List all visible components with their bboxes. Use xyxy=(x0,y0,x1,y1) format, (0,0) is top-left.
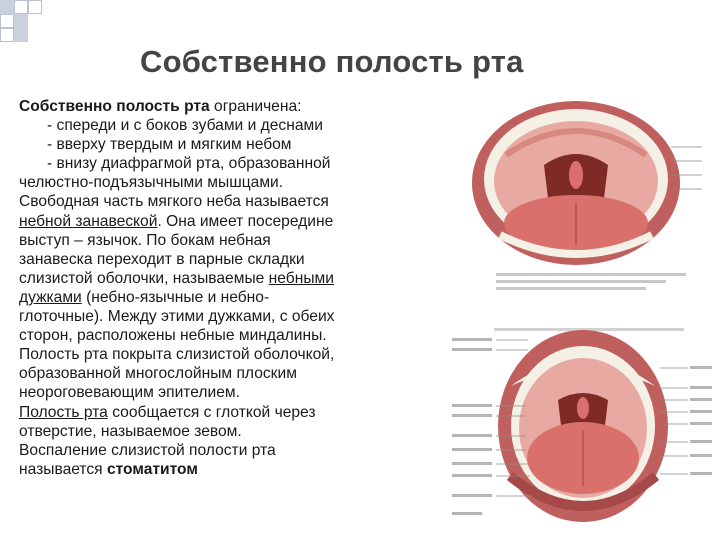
text-line xyxy=(19,269,404,288)
mouth-illustration-2 xyxy=(448,326,713,531)
body-text xyxy=(19,97,404,479)
text-line: - вверху твердым и мягким небом xyxy=(47,136,292,154)
text-span: сообщается с глоткой через xyxy=(107,403,316,421)
text-line: - спереди и с боков зубами и деснами xyxy=(47,117,323,135)
text-underlined: небными xyxy=(268,269,334,287)
text-line: неороговевающим эпителием. xyxy=(19,384,240,402)
corner-decoration xyxy=(0,0,60,50)
text-bold: Собственно полость рта xyxy=(19,98,210,115)
text-span: . Она имеет посередине xyxy=(157,212,334,230)
text-span: называется xyxy=(19,460,107,478)
corner-square xyxy=(0,0,14,14)
corner-square xyxy=(14,28,28,42)
text-bold: стоматитом xyxy=(106,460,198,478)
text-line: Свободная часть мягкого неба называется xyxy=(19,193,329,211)
text-span: слизистой оболочки, называемые xyxy=(19,269,269,287)
text-line: образованной многослойным плоским xyxy=(19,365,297,383)
text-line xyxy=(19,97,404,116)
text-line: выступ – язычок. По бокам небная xyxy=(19,231,271,249)
text-line: Воспаление слизистой полости рта xyxy=(19,441,276,459)
corner-square xyxy=(14,14,28,28)
text-underlined: дужками xyxy=(19,288,82,306)
text-span: (небно-язычные и небно- xyxy=(81,288,270,306)
text-line xyxy=(19,403,404,422)
uvula-shape xyxy=(577,397,589,419)
text-line: - внизу диафрагмой рта, образованной xyxy=(47,155,331,173)
uvula-shape xyxy=(569,161,583,189)
text-line xyxy=(19,460,404,479)
text-span: ограничена: xyxy=(209,98,302,115)
corner-square xyxy=(0,28,14,42)
corner-square xyxy=(14,0,28,14)
text-line: челюстно-подъязычными мышцами. xyxy=(19,174,284,192)
text-underlined: небной занавеской xyxy=(19,212,158,230)
text-line: глоточные). Между этими дужками, с обеих xyxy=(19,308,335,326)
page-title: Собственно полость рта xyxy=(140,44,524,79)
corner-square xyxy=(28,0,42,14)
text-line: отверстие, называемое зевом. xyxy=(19,422,242,440)
corner-square xyxy=(0,14,14,28)
text-line: сторон, расположены небные миндалины. xyxy=(19,327,327,345)
mouth-illustration-1 xyxy=(466,95,716,295)
text-line: занавеска переходит в парные складки xyxy=(19,250,305,268)
text-underlined: Полость рта xyxy=(19,403,108,421)
text-line xyxy=(19,288,404,307)
text-line: Полость рта покрыта слизистой оболочкой, xyxy=(19,346,335,364)
text-line xyxy=(19,212,404,231)
